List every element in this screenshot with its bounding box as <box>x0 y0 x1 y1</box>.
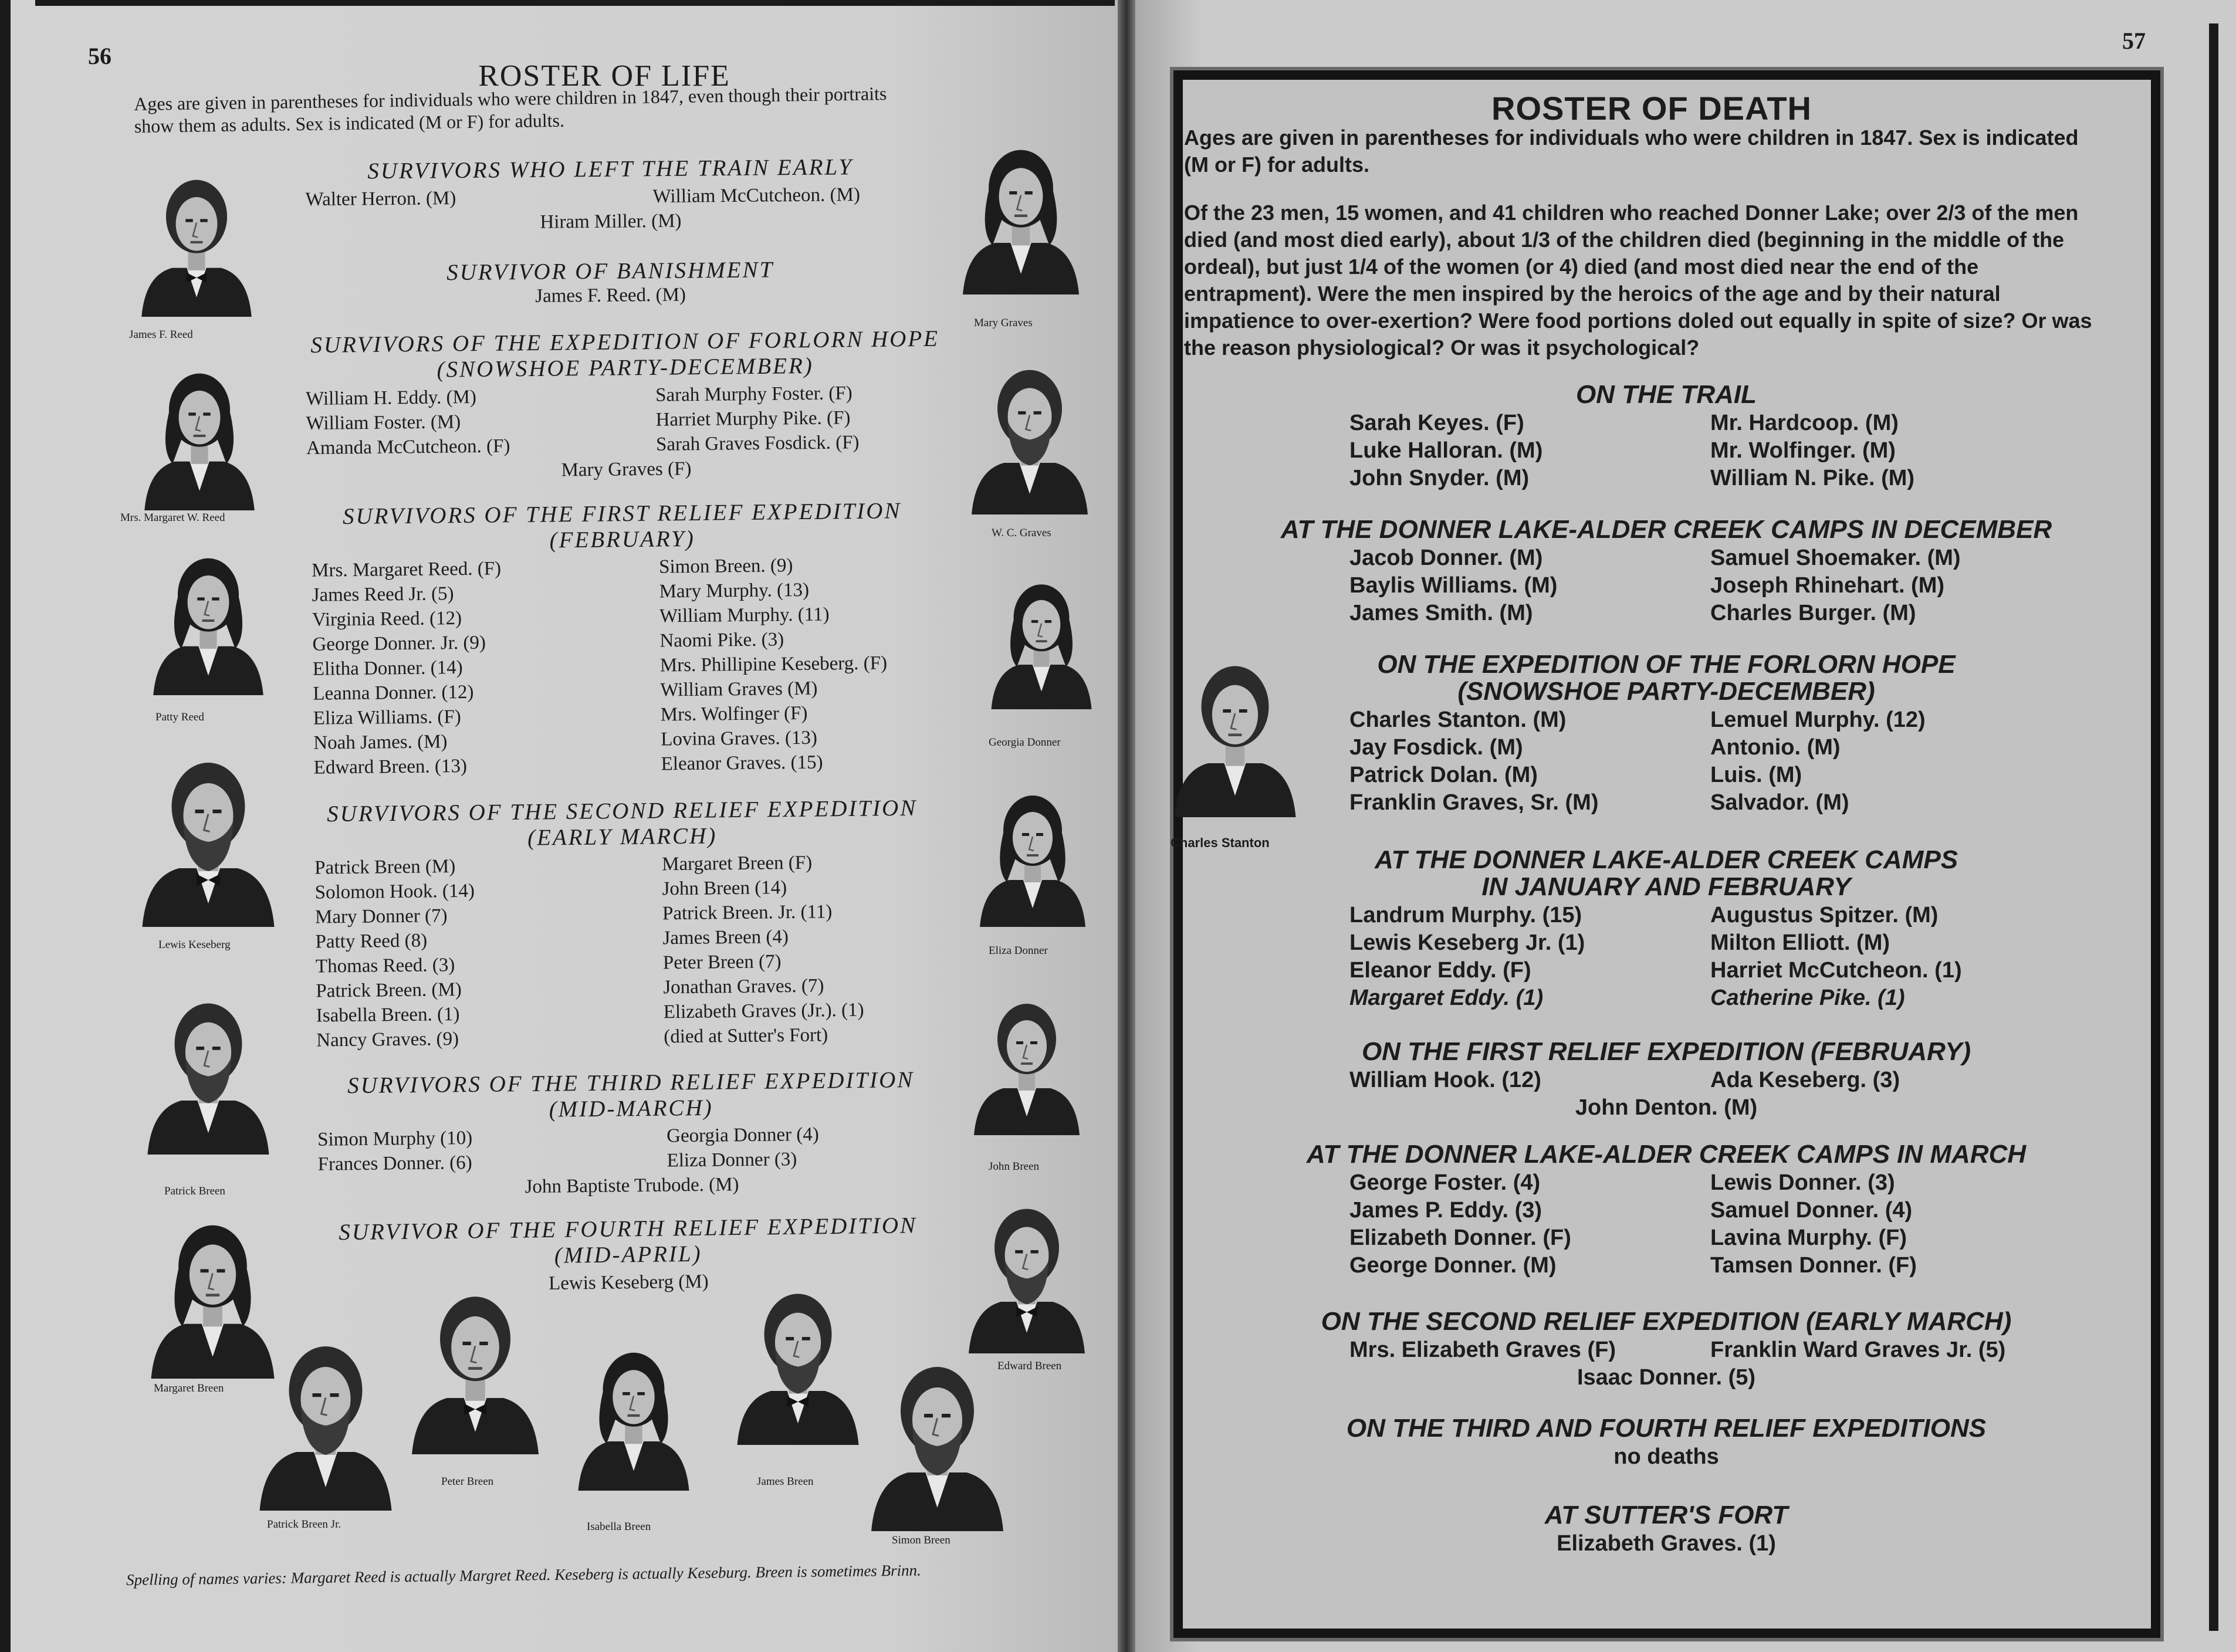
survivor-name: Harriet McCutcheon. (1) <box>1710 958 1962 983</box>
portrait-georgia-donner <box>986 560 1097 725</box>
section-survivors-of-the-first-relief-expedition <box>293 497 951 778</box>
survivor-name: George Donner. Jr. (9) <box>312 632 486 655</box>
survivor-name: Solomon Hook. (14) <box>314 880 475 903</box>
death-paragraph-line-3: ordeal), but just 1/4 of the women (or 4) died (and most died near the end of the <box>1184 255 1979 279</box>
section-survivor-of-the-fourth-relief-expedition <box>305 1213 951 1294</box>
section-heading-line: ON THE EXPEDITION OF THE FORLORN HOPE <box>1377 650 1956 679</box>
survivor-name: Frances Donner. (6) <box>317 1152 472 1175</box>
survivor-name: James P. Eddy. (3) <box>1349 1198 1542 1223</box>
portrait-mary-graves <box>956 135 1085 299</box>
survivor-name: Lavina Murphy. (F) <box>1710 1226 1907 1250</box>
section-heading <box>305 1067 957 1125</box>
centered-name: James F. Reed. (M) <box>535 284 686 307</box>
portrait-lewis-keseberg <box>135 742 282 936</box>
death-paragraph-line-5: impatience to over-exertion? Were food portions doled out equally in spite of size? Or was <box>1184 309 2092 333</box>
portrait-caption: Mrs. Margaret W. Reed <box>120 512 225 524</box>
section-heading-line: SURVIVOR OF BANISHMENT <box>446 257 774 286</box>
portrait-caption: Eliza Donner <box>989 945 1048 957</box>
portrait-caption: Isabella Breen <box>587 1521 651 1533</box>
section-heading <box>1197 1141 2136 1168</box>
section-survivors-of-the-second-relief-expedition <box>287 795 957 1051</box>
survivor-name: Salvador. (M) <box>1710 790 1849 815</box>
survivor-name: John Snyder. (M) <box>1349 466 1530 490</box>
portrait-caption: W. C. Graves <box>992 527 1051 539</box>
survivor-name: Harriet Murphy Pike. (F) <box>655 407 851 431</box>
survivor-name: Patrick Breen. (M) <box>316 979 462 1002</box>
survivor-name: Georgia Donner (4) <box>666 1123 819 1147</box>
survivor-name: Mary Donner (7) <box>314 905 448 928</box>
portrait-patrick-breen-jr <box>252 1332 399 1514</box>
section-heading <box>252 326 998 385</box>
survivor-name: Patrick Breen (M) <box>314 856 456 879</box>
survivor-name: Mr. Wolfinger. (M) <box>1710 438 1896 463</box>
survivor-name: George Foster. (4) <box>1349 1170 1541 1195</box>
section-heading-line: (EARLY MARCH) <box>527 823 718 851</box>
survivor-name: Mr. Hardcoop. (M) <box>1710 411 1899 435</box>
section-heading-line: SURVIVORS OF THE EXPEDITION OF FORLORN HOPE <box>310 326 940 358</box>
survivor-name: (died at Sutter's Fort) <box>664 1024 828 1048</box>
survivor-name: Patty Reed (8) <box>315 930 428 953</box>
survivor-name: William H. Eddy. (M) <box>305 387 477 410</box>
portrait-wc-graves <box>965 352 1094 522</box>
portrait-james-breen <box>730 1264 865 1464</box>
survivor-name: Virginia Reed. (12) <box>312 608 462 631</box>
section-heading-line: SURVIVORS WHO LEFT THE TRAIN EARLY <box>367 154 854 184</box>
section-heading-line: ON THE FIRST RELIEF EXPEDITION (FEBRUARY) <box>1361 1037 1971 1066</box>
left-page-number: 56 <box>88 43 111 69</box>
survivor-name: Isabella Breen. (1) <box>316 1003 460 1027</box>
centered-name: Isaac Donner. (5) <box>1577 1365 1756 1390</box>
section-at-the-donner-lake-alder-creek-camps-in-december <box>1197 515 2136 625</box>
section-on-the-second-relief-expedition-early-march <box>1197 1307 2136 1390</box>
survivor-name: Eliza Williams. (F) <box>313 706 461 729</box>
book-spine <box>1118 0 1135 1652</box>
portrait-caption: Lewis Keseberg <box>158 939 231 951</box>
survivor-name: Eliza Donner (3) <box>667 1149 797 1172</box>
survivor-name: Margaret Eddy. (1) <box>1349 986 1544 1010</box>
section-heading <box>287 795 957 854</box>
section-heading <box>305 1213 951 1272</box>
survivor-name: Lovina Graves. (13) <box>661 727 818 750</box>
section-heading-line: ON THE THIRD AND FOURTH RELIEF EXPEDITIONS <box>1346 1414 1987 1443</box>
survivor-name: Franklin Graves, Sr. (M) <box>1349 790 1599 815</box>
portrait-edward-breen <box>962 1191 1091 1361</box>
survivor-name: Antonio. (M) <box>1710 735 1841 760</box>
portrait-caption: Patrick Breen Jr. <box>267 1518 341 1531</box>
survivor-name: Noah James. (M) <box>313 731 448 754</box>
survivor-name: Walter Herron. (M) <box>305 188 456 211</box>
survivor-name: Leanna Donner. (12) <box>313 681 474 705</box>
death-paragraph-line-6: the reason physiological? Or was it psychological? <box>1184 336 1700 360</box>
section-heading <box>1197 1308 2136 1335</box>
survivor-name: John Breen (14) <box>662 877 787 900</box>
section-heading-line: AT THE DONNER LAKE-ALDER CREEK CAMPS <box>1374 845 1958 874</box>
survivor-name: Augustus Spitzer. (M) <box>1710 903 1939 927</box>
portrait-caption: Patrick Breen <box>164 1185 225 1197</box>
survivor-name: Catherine Pike. (1) <box>1710 986 1905 1010</box>
right-page-number: 57 <box>2122 28 2146 54</box>
roster-life-intro-line-2: show them as adults. Sex is indicated (M or F) for adults. <box>134 109 565 137</box>
death-paragraph-line-2: died (and most died early), about 1/3 of the children died (beginning in the middle of the <box>1184 228 2065 252</box>
centered-name: Mary Graves (F) <box>561 458 692 481</box>
survivor-name: Mrs. Elizabeth Graves (F) <box>1349 1338 1616 1362</box>
portrait-caption: Simon Breen <box>892 1534 950 1546</box>
left-page-edge <box>0 0 11 1652</box>
portrait-patrick-breen <box>141 974 276 1173</box>
section-heading-line: (MID-MARCH) <box>549 1095 713 1122</box>
portrait-charles-stanton <box>1168 642 1303 830</box>
survivor-name: Naomi Pike. (3) <box>659 629 784 652</box>
survivor-name: Mrs. Wolfinger (F) <box>660 702 808 726</box>
survivor-name: James Smith. (M) <box>1349 601 1533 625</box>
survivor-name: Elizabeth Donner. (F) <box>1349 1226 1571 1250</box>
survivor-name: Eleanor Eddy. (F) <box>1349 958 1531 983</box>
survivor-name: Thomas Reed. (3) <box>315 954 455 977</box>
section-heading <box>1197 651 2136 705</box>
roster-of-death-title: ROSTER OF DEATH <box>1491 90 1812 127</box>
roster-of-life-title: ROSTER OF LIFE <box>478 59 730 93</box>
portrait-simon-breen <box>860 1355 1015 1531</box>
portrait-caption: Edward Breen <box>997 1360 1062 1372</box>
section-survivors-of-the-third-relief-expedition <box>305 1067 957 1198</box>
portrait-caption: James F. Reed <box>129 329 193 341</box>
section-heading-line: AT SUTTER'S FORT <box>1544 1501 1788 1529</box>
survivor-name: Nancy Graves. (9) <box>316 1028 459 1051</box>
right-page-edge <box>2209 23 2218 1631</box>
section-on-the-expedition-of-the-forlorn-hope <box>1197 650 2136 815</box>
survivor-name: Margaret Breen (F) <box>661 852 813 875</box>
section-heading-line: (SNOWSHOE PARTY-DECEMBER) <box>437 353 814 382</box>
death-paragraph-line-1: Of the 23 men, 15 women, and 41 children who reached Donner Lake; over 2/3 of the men <box>1184 201 2079 225</box>
survivor-name: Mrs. Margaret Reed. (F) <box>311 558 502 581</box>
survivor-name: Lewis Keseberg Jr. (1) <box>1349 930 1585 955</box>
centered-name: Elizabeth Graves. (1) <box>1557 1531 1776 1556</box>
survivor-name: Sarah Graves Fosdick. (F) <box>655 432 860 455</box>
section-heading-line: ON THE SECOND RELIEF EXPEDITION (EARLY MARCH) <box>1321 1307 2012 1336</box>
survivor-name: William Foster. (M) <box>306 411 461 435</box>
roster-life-intro-line-1: Ages are given in parentheses for individuals who were children in 1847, even though their portraits <box>134 83 887 114</box>
section-heading-line: AT THE DONNER LAKE-ALDER CREEK CAMPS IN MARCH <box>1306 1140 2027 1169</box>
spelling-footnote: Spelling of names varies: Margaret Reed is actually Margret Reed. Keseberg is actually Keseburg. Breen is sometimes Brinn. <box>126 1561 921 1589</box>
survivor-name: Mrs. Phillipine Keseberg. (F) <box>659 652 888 676</box>
section-on-the-first-relief-expedition-february <box>1197 1037 2136 1120</box>
section-heading <box>293 497 951 556</box>
portrait-patty-reed <box>141 549 276 695</box>
portrait-caption: Peter Breen <box>441 1475 494 1488</box>
survivor-name: William Hook. (12) <box>1349 1068 1541 1092</box>
section-survivor-of-banishment <box>258 256 962 307</box>
portrait-eliza-donner <box>974 771 1091 942</box>
survivor-name: James Breen (4) <box>662 926 789 949</box>
survivor-name: Landrum Murphy. (15) <box>1349 903 1582 927</box>
roster-death-intro <box>1184 124 2134 178</box>
survivor-name: Franklin Ward Graves Jr. (5) <box>1710 1338 2006 1362</box>
death-intro-line-1: Ages are given in parentheses for individuals who were children in 1847. Sex is indicated <box>1184 126 2079 150</box>
survivor-name: Simon Murphy (10) <box>317 1128 473 1150</box>
section-heading-line: (MID-APRIL) <box>554 1241 702 1268</box>
survivor-name: Sarah Keyes. (F) <box>1349 411 1524 435</box>
portrait-john-breen <box>968 977 1085 1153</box>
portrait-peter-breen <box>405 1267 546 1472</box>
section-heading-line: SURVIVORS OF THE THIRD RELIEF EXPEDITION <box>347 1067 915 1099</box>
survivor-name: Luis. (M) <box>1710 763 1802 787</box>
survivor-name: Patrick Breen. Jr. (11) <box>662 901 833 925</box>
portrait-james-f-reed <box>126 170 267 317</box>
centered-name: no deaths <box>1613 1444 1719 1469</box>
section-heading-line: ON THE TRAIL <box>1576 380 1757 409</box>
section-heading-line: (FEBRUARY) <box>549 526 695 553</box>
centered-name: John Denton. (M) <box>1575 1095 1758 1120</box>
section-survivors-of-the-expedition-of-forlorn-hope <box>252 326 998 481</box>
portrait-caption: John Breen <box>989 1160 1040 1173</box>
survivor-name: Elitha Donner. (14) <box>312 656 463 680</box>
survivor-name: Jonathan Graves. (7) <box>663 975 824 998</box>
section-heading <box>1197 381 2136 408</box>
survivor-name: William N. Pike. (M) <box>1710 466 1915 490</box>
section-at-sutter-s-fort <box>1197 1501 2136 1556</box>
survivor-name: Baylis Williams. (M) <box>1349 573 1558 598</box>
survivor-name: Eleanor Graves. (15) <box>661 751 823 775</box>
section-heading <box>1197 1038 2136 1065</box>
portrait-isabella-breen <box>572 1323 695 1511</box>
survivor-name: Jay Fosdick. (M) <box>1349 735 1523 760</box>
survivor-name: Lemuel Murphy. (12) <box>1710 707 1926 732</box>
section-on-the-trail <box>1197 380 2136 490</box>
portrait-caption: Georgia Donner <box>989 736 1061 749</box>
survivor-name: Samuel Donner. (4) <box>1710 1198 1913 1223</box>
survivor-name: George Donner. (M) <box>1349 1253 1557 1278</box>
survivor-name: Lewis Donner. (3) <box>1710 1170 1895 1195</box>
portrait-margaret-w-reed <box>135 364 264 510</box>
section-at-the-donner-lake-alder-creek-camps-in-march <box>1197 1140 2136 1278</box>
survivor-name: William Graves (M) <box>660 678 818 701</box>
centered-name: John Baptiste Trubode. (M) <box>525 1174 739 1198</box>
survivor-name: Peter Breen (7) <box>662 951 782 974</box>
survivor-name: Elizabeth Graves (Jr.). (1) <box>663 999 864 1023</box>
survivor-name: Joseph Rhinehart. (M) <box>1710 573 1945 598</box>
portrait-caption: Patty Reed <box>155 711 204 723</box>
survivor-name: Charles Stanton. (M) <box>1349 707 1567 732</box>
section-heading-line: AT THE DONNER LAKE-ALDER CREEK CAMPS IN DECEMBER <box>1280 515 2052 544</box>
section-heading-line: IN JANUARY AND FEBRUARY <box>1481 872 1851 901</box>
section-heading <box>1197 847 2136 901</box>
portrait-caption: James Breen <box>757 1475 814 1488</box>
survivor-name: Sarah Murphy Foster. (F) <box>655 382 853 406</box>
survivor-name: William McCutcheon. (M) <box>652 184 861 208</box>
survivor-name: Milton Elliott. (M) <box>1710 930 1890 955</box>
survivor-name: Samuel Shoemaker. (M) <box>1710 546 1961 570</box>
survivor-name: Luke Halloran. (M) <box>1349 438 1543 463</box>
section-at-the-donner-lake-alder-creek-camps <box>1197 845 2136 1010</box>
section-on-the-third-and-fourth-relief-expeditions <box>1197 1414 2136 1469</box>
survivor-name: Jacob Donner. (M) <box>1349 546 1543 570</box>
survivor-name: Mary Murphy. (13) <box>659 579 810 602</box>
portrait-caption: Margaret Breen <box>154 1382 224 1394</box>
survivor-name: James Reed Jr. (5) <box>312 583 454 606</box>
centered-name: Hiram Miller. (M) <box>540 210 682 233</box>
survivor-name: Ada Keseberg. (3) <box>1710 1068 1900 1092</box>
survivor-name: William Murphy. (11) <box>659 604 830 627</box>
survivor-name: Patrick Dolan. (M) <box>1349 763 1538 787</box>
section-heading-line: SURVIVORS OF THE FIRST RELIEF EXPEDITION <box>342 498 902 530</box>
section-heading-line: SURVIVOR OF THE FOURTH RELIEF EXPEDITION <box>339 1213 918 1245</box>
death-intro-line-2: (M or F) for adults. <box>1184 153 1369 177</box>
section-heading <box>1197 1415 2136 1442</box>
section-heading <box>1197 1502 2136 1529</box>
death-paragraph-line-4: entrapment). Were the men inspired by the heroics of the age and by their natural <box>1184 282 2001 306</box>
section-heading-line: SURVIVORS OF THE SECOND RELIEF EXPEDITION <box>326 795 918 827</box>
section-heading <box>1197 516 2136 543</box>
survivor-name: Edward Breen. (13) <box>313 755 468 778</box>
section-heading-line: (SNOWSHOE PARTY-DECEMBER) <box>1457 677 1875 706</box>
survivor-name: Charles Burger. (M) <box>1710 601 1916 625</box>
portrait-caption: Charles Stanton <box>1171 835 1270 850</box>
survivor-name: Tamsen Donner. (F) <box>1710 1253 1917 1278</box>
death-statistics-paragraph <box>1184 199 2140 361</box>
page-top-shadow <box>35 0 1115 6</box>
centered-name: Lewis Keseberg (M) <box>548 1271 709 1294</box>
survivor-name: Simon Breen. (9) <box>658 555 793 578</box>
portrait-caption: Mary Graves <box>974 317 1033 329</box>
survivor-name: Amanda McCutcheon. (F) <box>306 435 510 459</box>
